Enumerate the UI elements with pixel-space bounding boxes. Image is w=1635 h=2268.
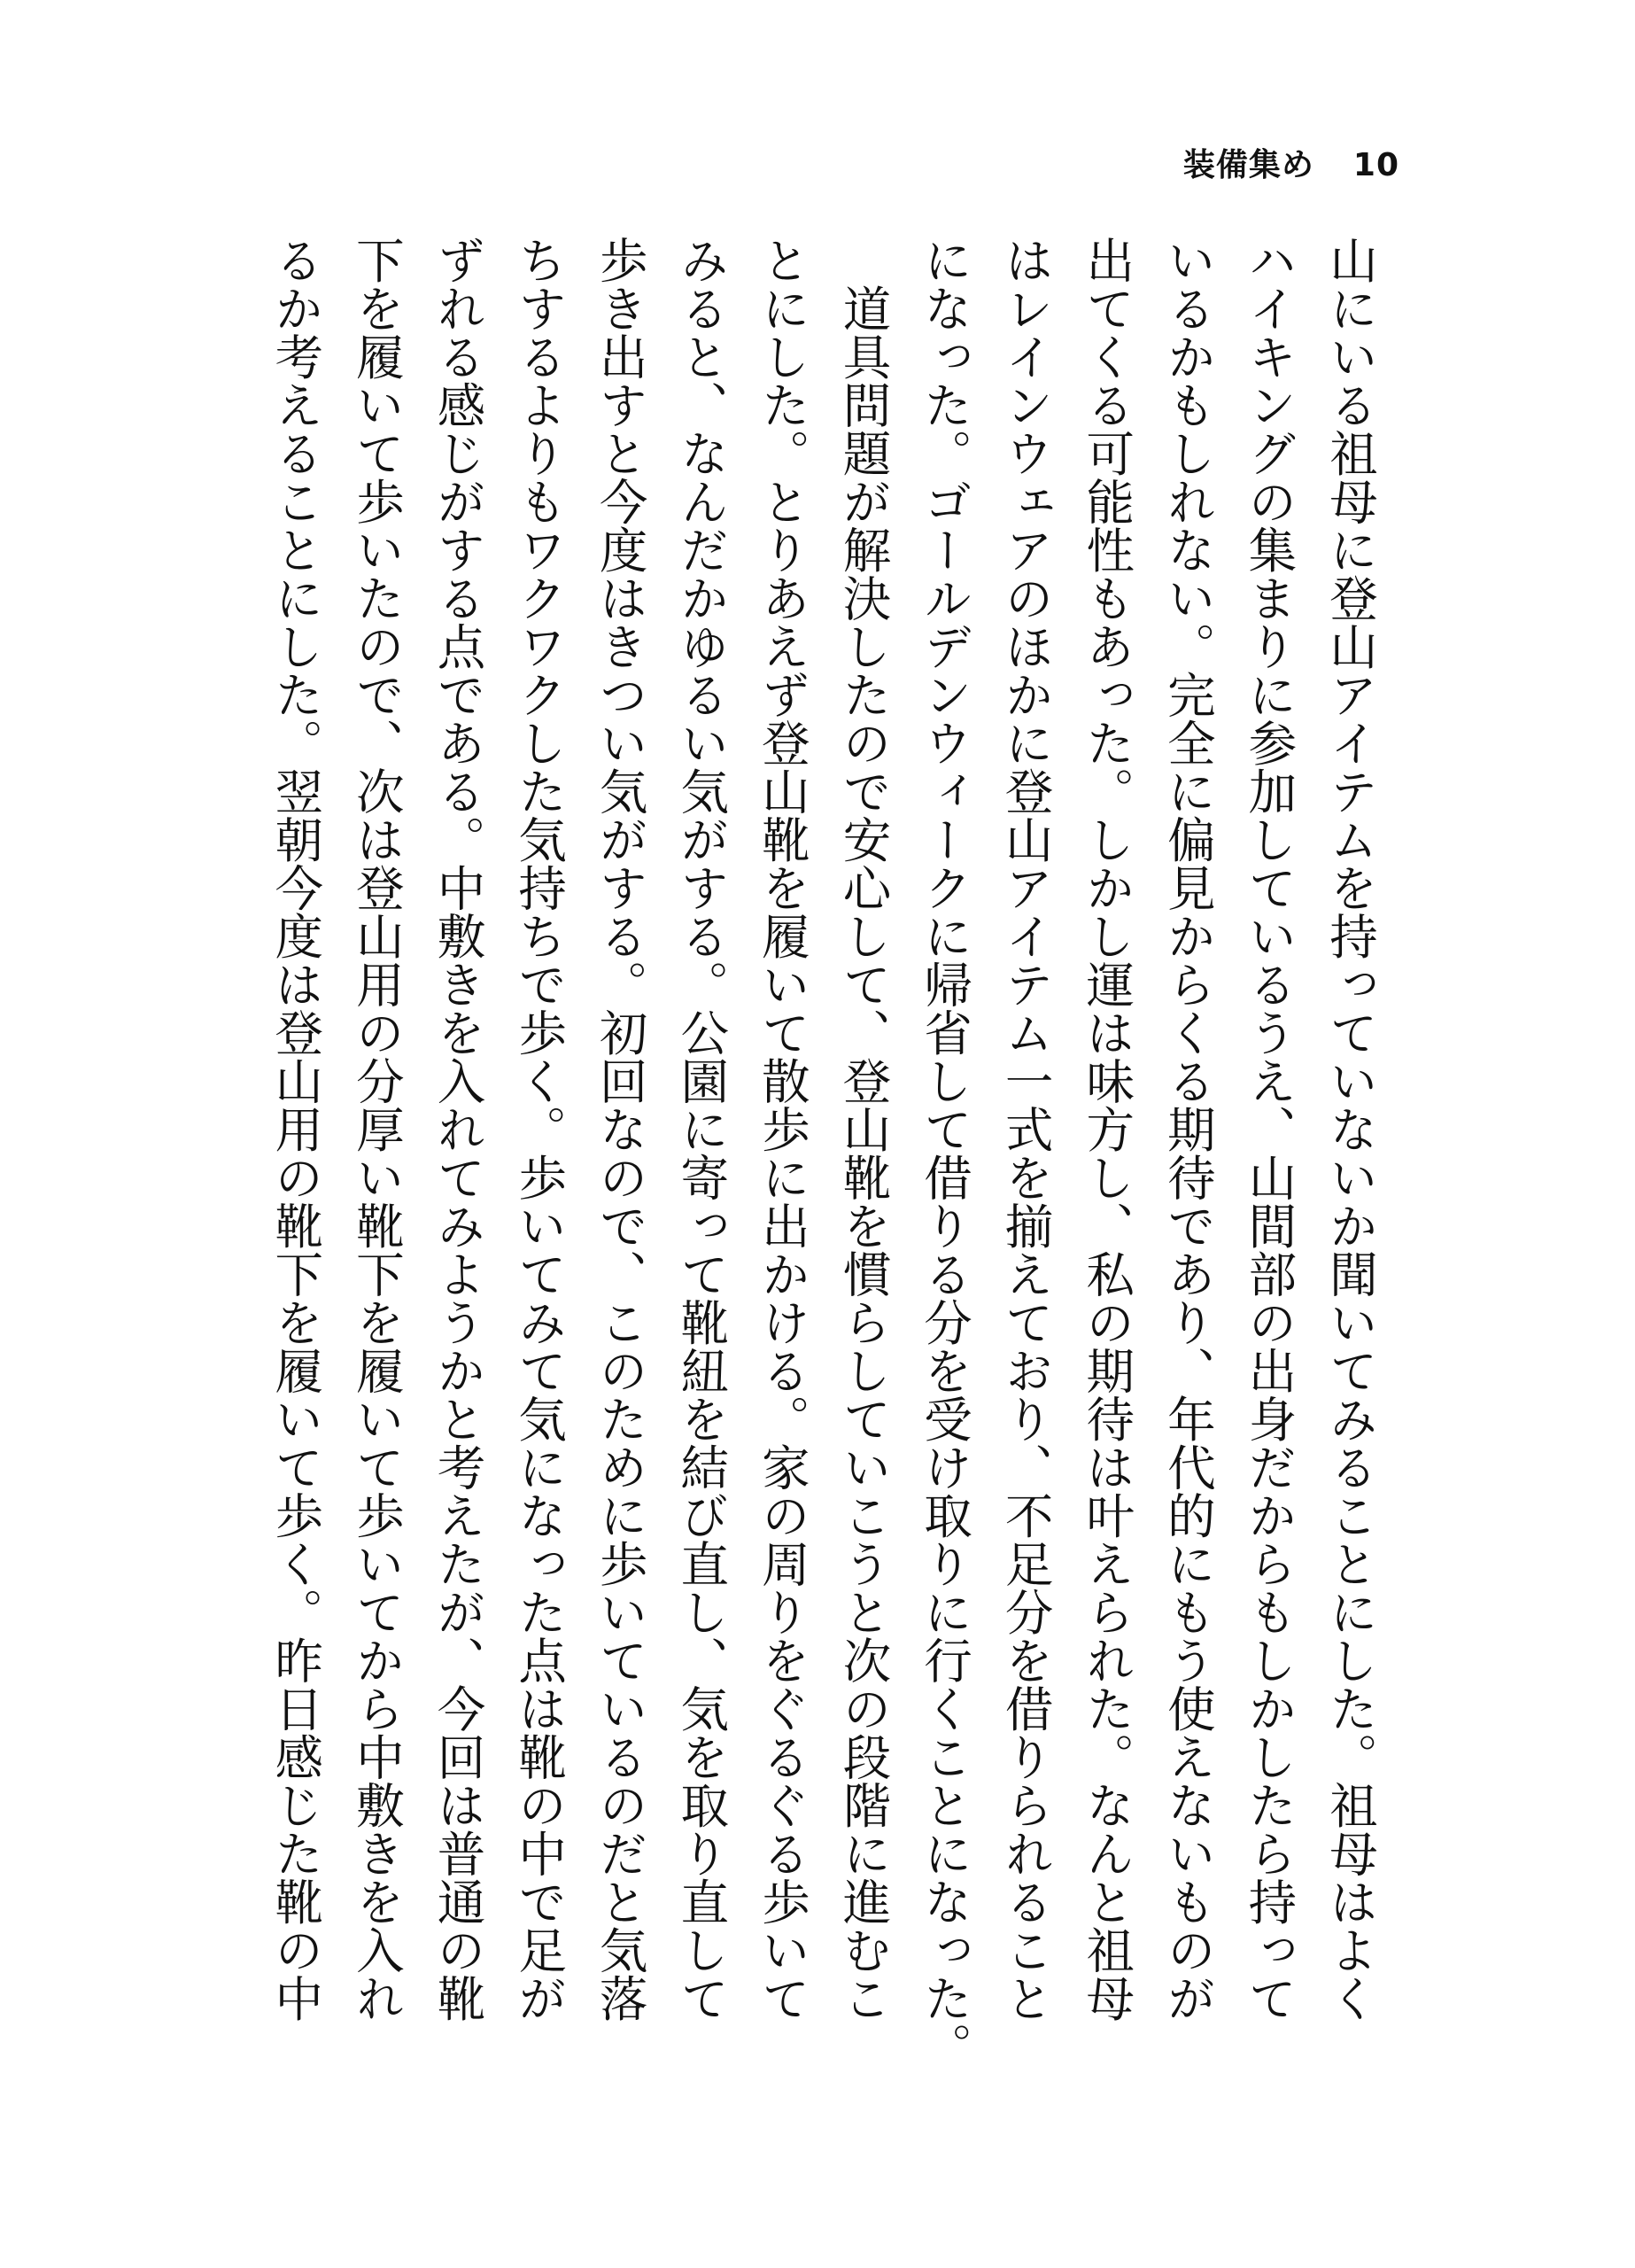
text-line: 歩き出すと今度はきつい気がする。初回なので、このために歩いているのだと気落 xyxy=(591,236,648,2023)
text-line: 山にいる祖母に登山アイテムを持っていないか聞いてみることにした。祖母はよく xyxy=(1321,236,1378,2023)
text-line: 下を履いて歩いたので、次は登山用の分厚い靴下を履いて歩いてから中敷きを入れ xyxy=(347,236,405,2023)
page-number: 10 xyxy=(1352,147,1399,183)
text-line: るか考えることにした。翌朝今度は登山用の靴下を履いて歩く。昨日感じた靴の中 xyxy=(267,236,324,2023)
text-line: はレインウェアのほかに登山アイテム一式を揃えており、不足分を借りられること xyxy=(996,236,1054,2023)
text-line: になった。ゴールデンウィークに帰省して借りる分を受け取りに行くことになった。 xyxy=(916,236,973,2070)
text-line: みると、なんだかゆるい気がする。公園に寄って靴紐を結び直し、気を取り直して xyxy=(672,236,730,2023)
body-text xyxy=(254,236,1390,2070)
text-line: いるかもしれない。完全に偏見からくる期待であり、年代的にもう使えないものが xyxy=(1158,236,1216,2023)
text-line: ずれる感じがする点である。中敷きを入れてみようかと考えたが、今回は普通の靴 xyxy=(429,236,486,2023)
chapter-title: 装備集め xyxy=(1182,147,1314,183)
text-line: ハイキングの集まりに参加しているうえ、山間部の出身だからもしかしたら持って xyxy=(1240,236,1298,2023)
running-head xyxy=(1183,140,1399,185)
text-line: 出てくる可能性もあった。しかし運は味方し、私の期待は叶えられた。なんと祖母 xyxy=(1078,236,1135,2023)
text-line: 道具問題が解決したので安心して、登山靴を慣らしていこうと次の段階に進むこ xyxy=(834,236,892,2023)
text-line: ちするよりもワクワクした気持ちで歩く。歩いてみて気になった点は靴の中で足が xyxy=(510,236,568,2023)
text-line: とにした。とりあえず登山靴を履いて散歩に出かける。家の周りをぐるぐる歩いて xyxy=(753,236,810,2023)
